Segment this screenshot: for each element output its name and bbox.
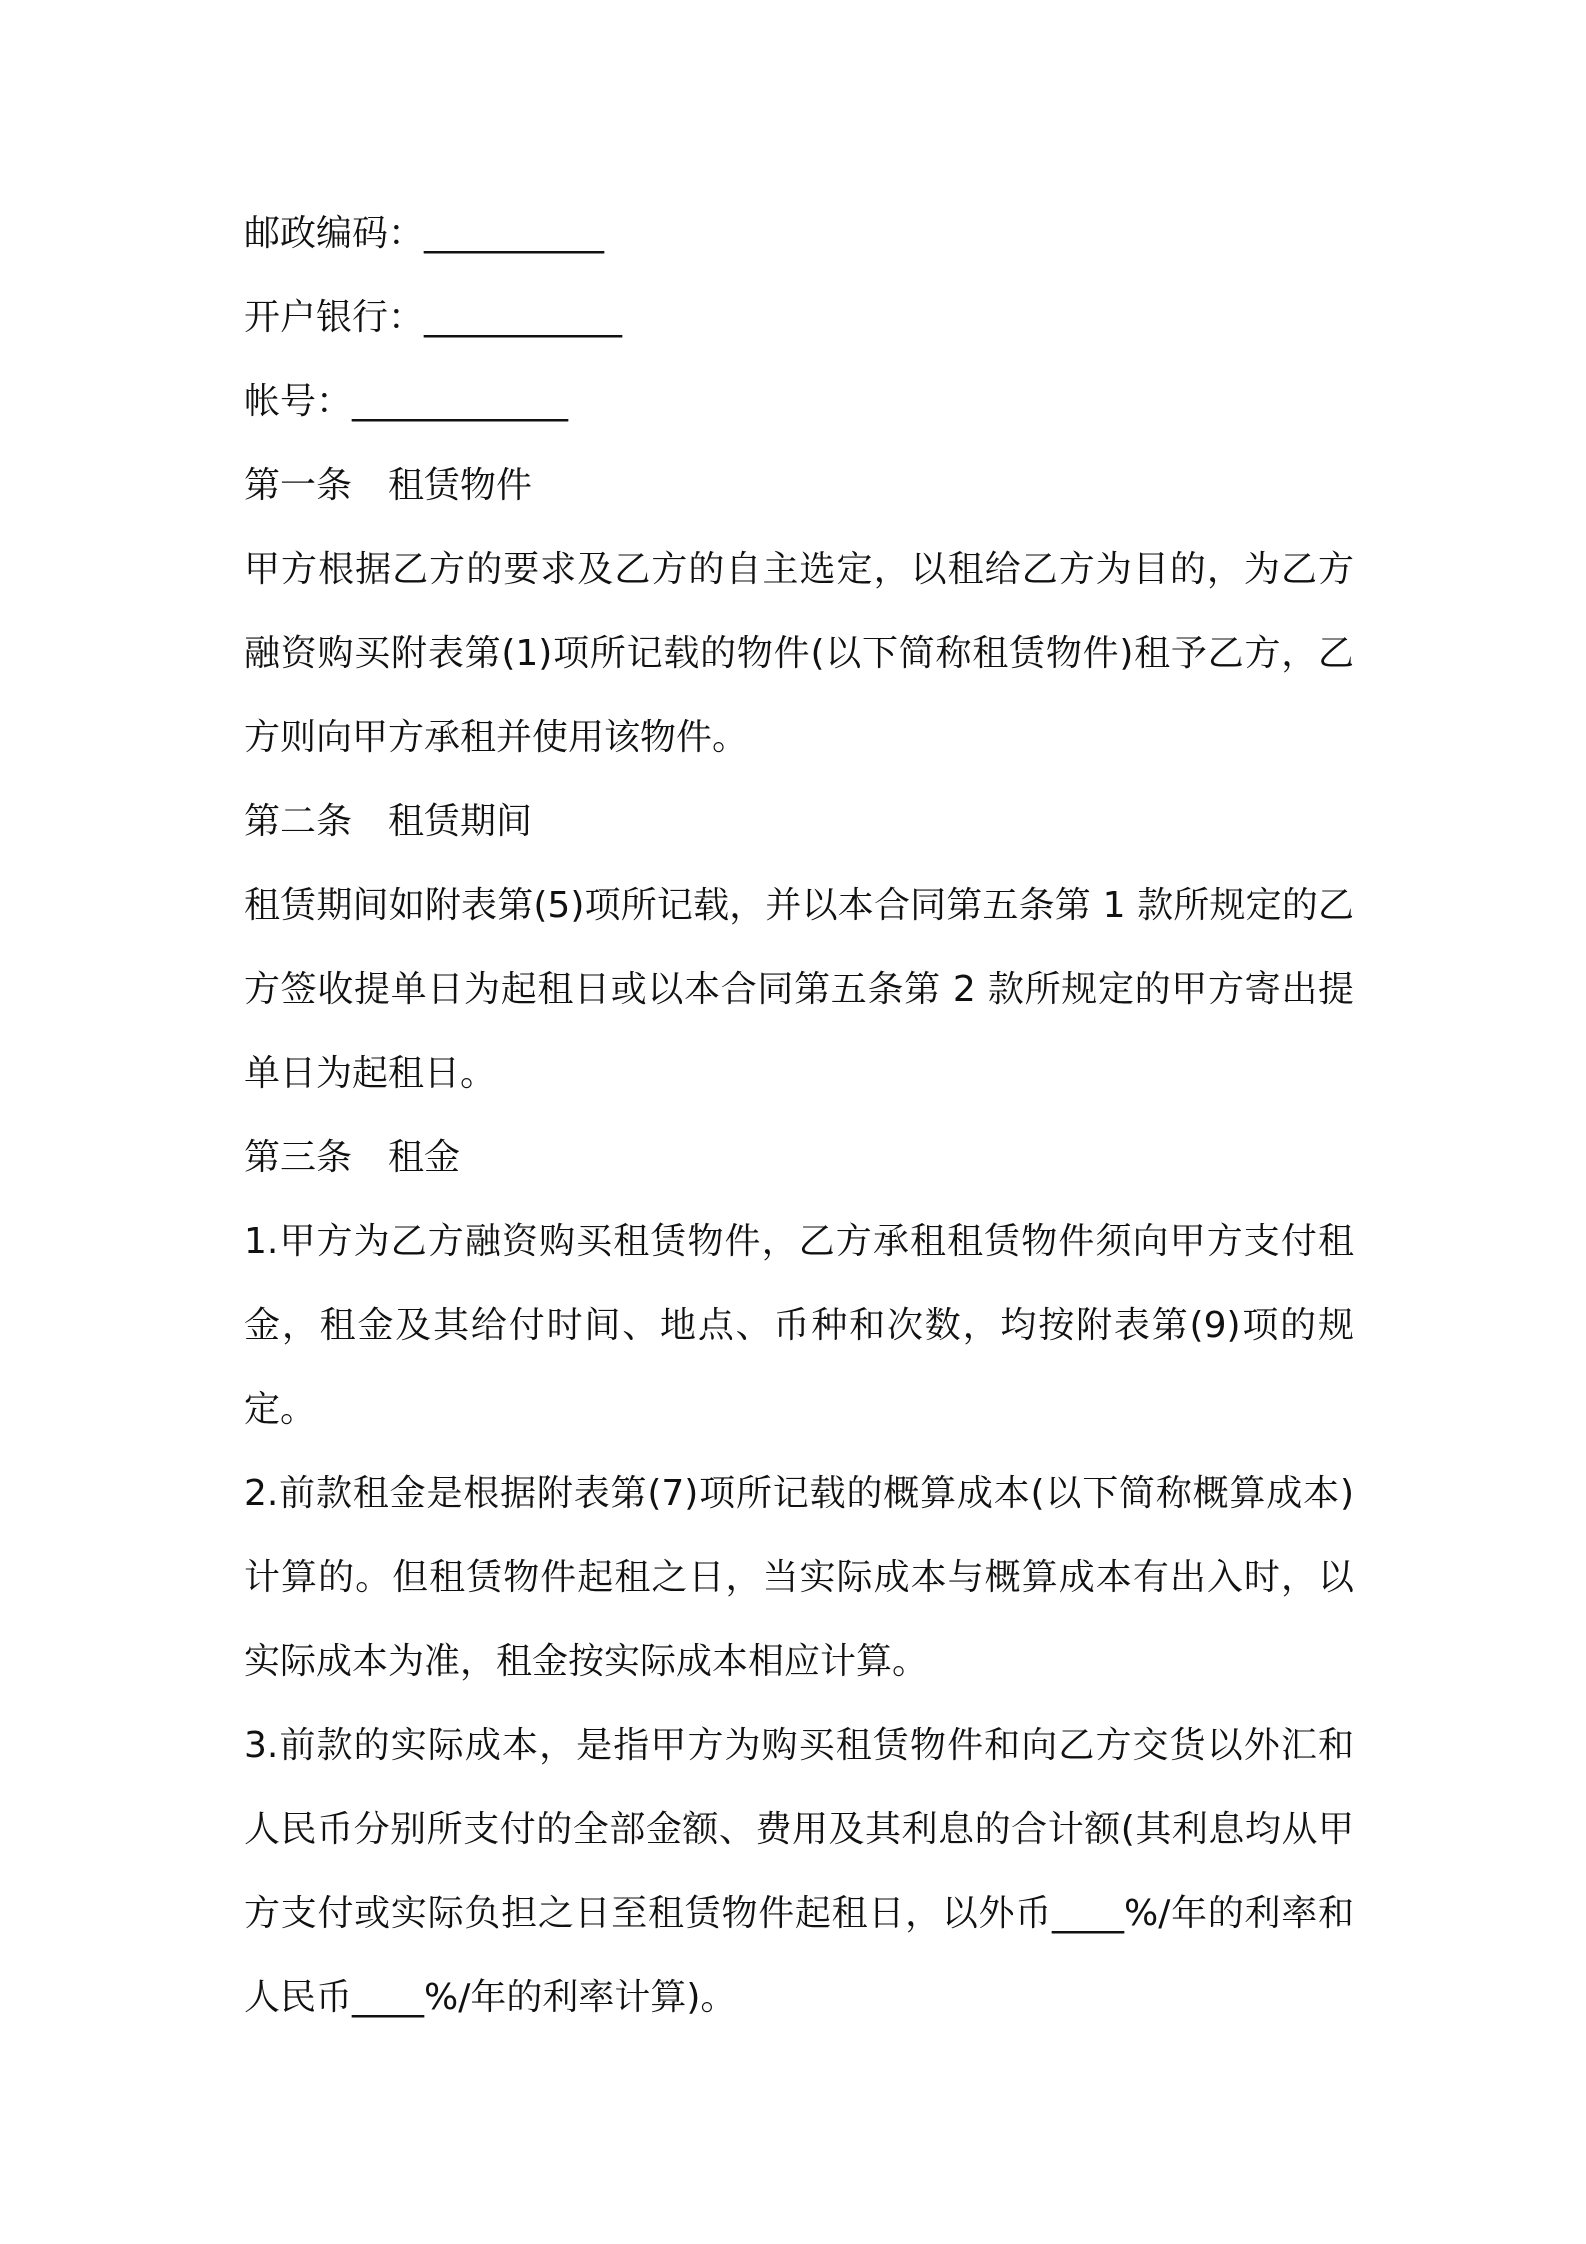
bank-field: 开户银行：___________ bbox=[244, 297, 623, 338]
contract-text bbox=[244, 192, 1354, 2040]
article-1-body: 甲方根据乙方的要求及乙方的自主选定，以租给乙方为目的，为乙方融资购买附表第(1)项所记载的物件(以下简称租赁物件)租予乙方，乙方则向甲方承租并使用该物件。 bbox=[244, 549, 1354, 758]
article-1-heading: 第一条 租赁物件 bbox=[244, 465, 533, 506]
article-3-heading: 第三条 租金 bbox=[244, 1137, 461, 1178]
article-3-clause-1: 1.甲方为乙方融资购买租赁物件，乙方承租租赁物件须向甲方支付租金，租金及其给付时间、地点、币种和次数，均按附表第(9)项的规定。 bbox=[244, 1221, 1354, 1430]
article-3-clause-3: 3.前款的实际成本，是指甲方为购买租赁物件和向乙方交货以外汇和人民币分别所支付的全部金额、费用及其利息的合计额(其利息均从甲方支付或实际负担之日至租赁物件起租日，以外币____%/年的利率和人民币____%/年的利率计算)。 bbox=[244, 1725, 1354, 2018]
postal-code-field: 邮政编码：__________ bbox=[244, 213, 605, 254]
article-3-clause-2: 2.前款租金是根据附表第(7)项所记载的概算成本(以下简称概算成本)计算的。但租赁物件起租之日，当实际成本与概算成本有出入时，以实际成本为准，租金按实际成本相应计算。 bbox=[244, 1473, 1354, 1682]
article-2-heading: 第二条 租赁期间 bbox=[244, 801, 533, 842]
article-2-body: 租赁期间如附表第(5)项所记载，并以本合同第五条第 1 款所规定的乙方签收提单日为起租日或以本合同第五条第 2 款所规定的甲方寄出提单日为起租日。 bbox=[244, 885, 1354, 1094]
account-field: 帐号：____________ bbox=[244, 381, 569, 422]
